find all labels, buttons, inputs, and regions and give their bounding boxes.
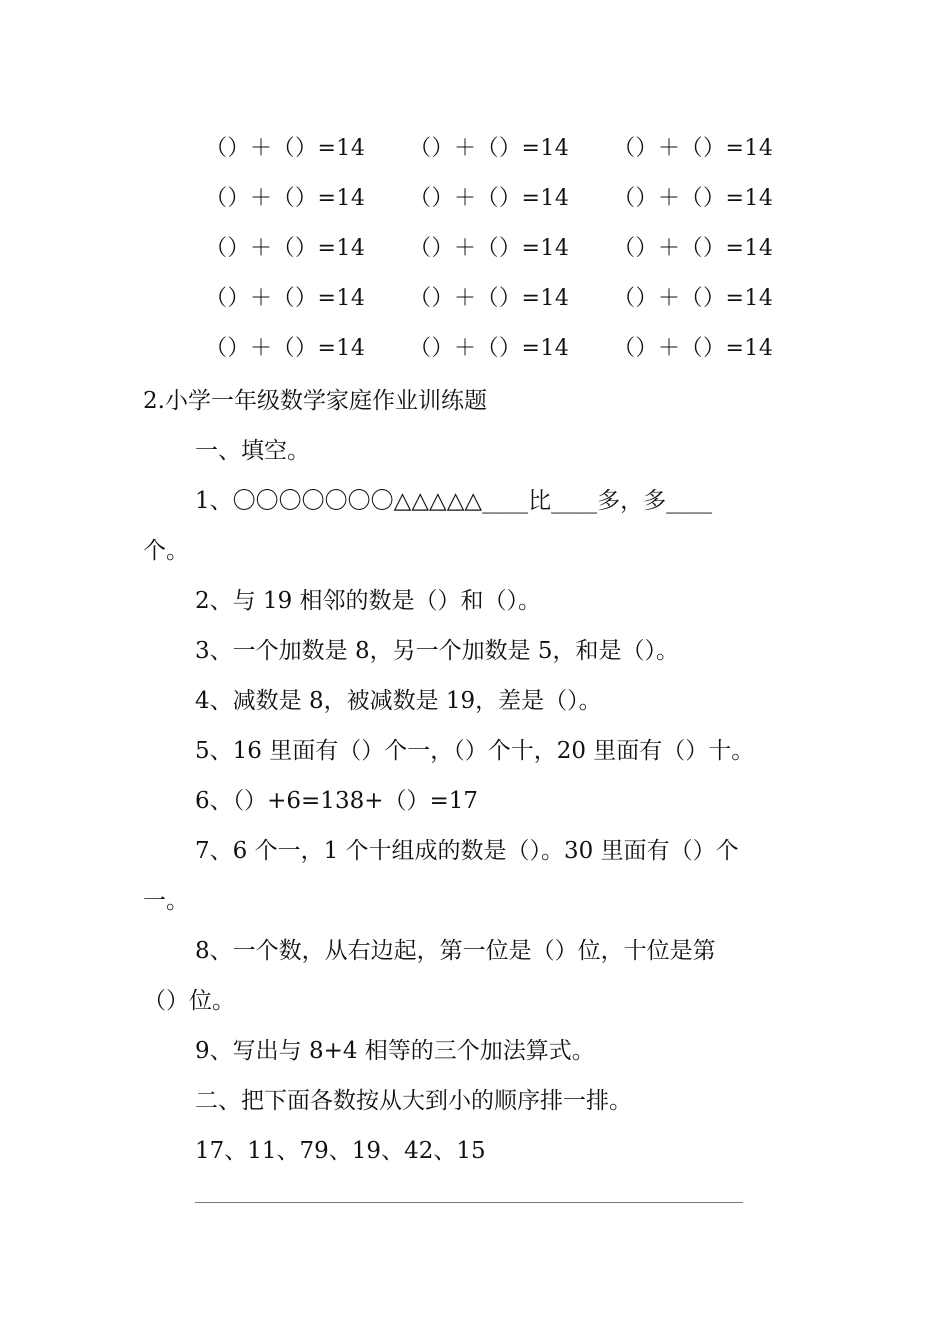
question-7-line-2: 一。 <box>143 888 189 914</box>
question-7-line-1: 7、6 个一，1 个十组成的数是（）。30 里面有（）个 <box>195 838 739 864</box>
exercise-body <box>143 376 808 1176</box>
equation: （）＋（）=14 <box>613 136 774 161</box>
equation-row <box>205 230 805 280</box>
question-9: 9、写出与 8+4 相等的三个加法算式。 <box>195 1038 595 1064</box>
equation: （）＋（）=14 <box>409 236 570 261</box>
equation-row <box>205 280 805 330</box>
equation: （）＋（）=14 <box>205 336 366 361</box>
equation: （）＋（）=14 <box>205 136 366 161</box>
equation-row <box>205 130 805 180</box>
question-1-line-1: 1、〇〇〇〇〇〇〇△△△△△____比____多，多____ <box>195 488 713 514</box>
equation-grid <box>205 130 805 380</box>
equation-row <box>205 180 805 230</box>
question-2: 2、与 19 相邻的数是（）和（）。 <box>195 588 542 614</box>
section-title: 2.小学一年级数学家庭作业训练题 <box>143 388 487 414</box>
question-4: 4、减数是 8，被减数是 19，差是（）。 <box>195 688 602 714</box>
part1-heading: 一、填空。 <box>195 438 310 464</box>
part2-heading: 二、把下面各数按从大到小的顺序排一排。 <box>195 1088 632 1114</box>
equation: （）＋（）=14 <box>613 186 774 211</box>
question-6: 6、（）+6=138+（）=17 <box>195 788 479 814</box>
question-3: 3、一个加数是 8，另一个加数是 5，和是（）。 <box>195 638 680 664</box>
equation: （）＋（）=14 <box>409 286 570 311</box>
equation: （）＋（）=14 <box>613 236 774 261</box>
question-5: 5、16 里面有（）个一，（）个十，20 里面有（）十。 <box>195 738 755 764</box>
question-8-line-2: （）位。 <box>143 988 235 1014</box>
question-1-line-2: 个。 <box>143 538 189 564</box>
equation: （）＋（）=14 <box>205 286 366 311</box>
equation-row <box>205 330 805 380</box>
equation: （）＋（）=14 <box>613 286 774 311</box>
equation: （）＋（）=14 <box>205 186 366 211</box>
question-8-line-1: 8、一个数，从右边起，第一位是（）位，十位是第 <box>195 938 716 964</box>
equation: （）＋（）=14 <box>409 186 570 211</box>
number-list: 17、11、79、19、42、15 <box>195 1138 486 1164</box>
equation: （）＋（）=14 <box>205 236 366 261</box>
answer-line <box>195 1202 743 1203</box>
equation: （）＋（）=14 <box>409 136 570 161</box>
equation: （）＋（）=14 <box>613 336 774 361</box>
equation: （）＋（）=14 <box>409 336 570 361</box>
